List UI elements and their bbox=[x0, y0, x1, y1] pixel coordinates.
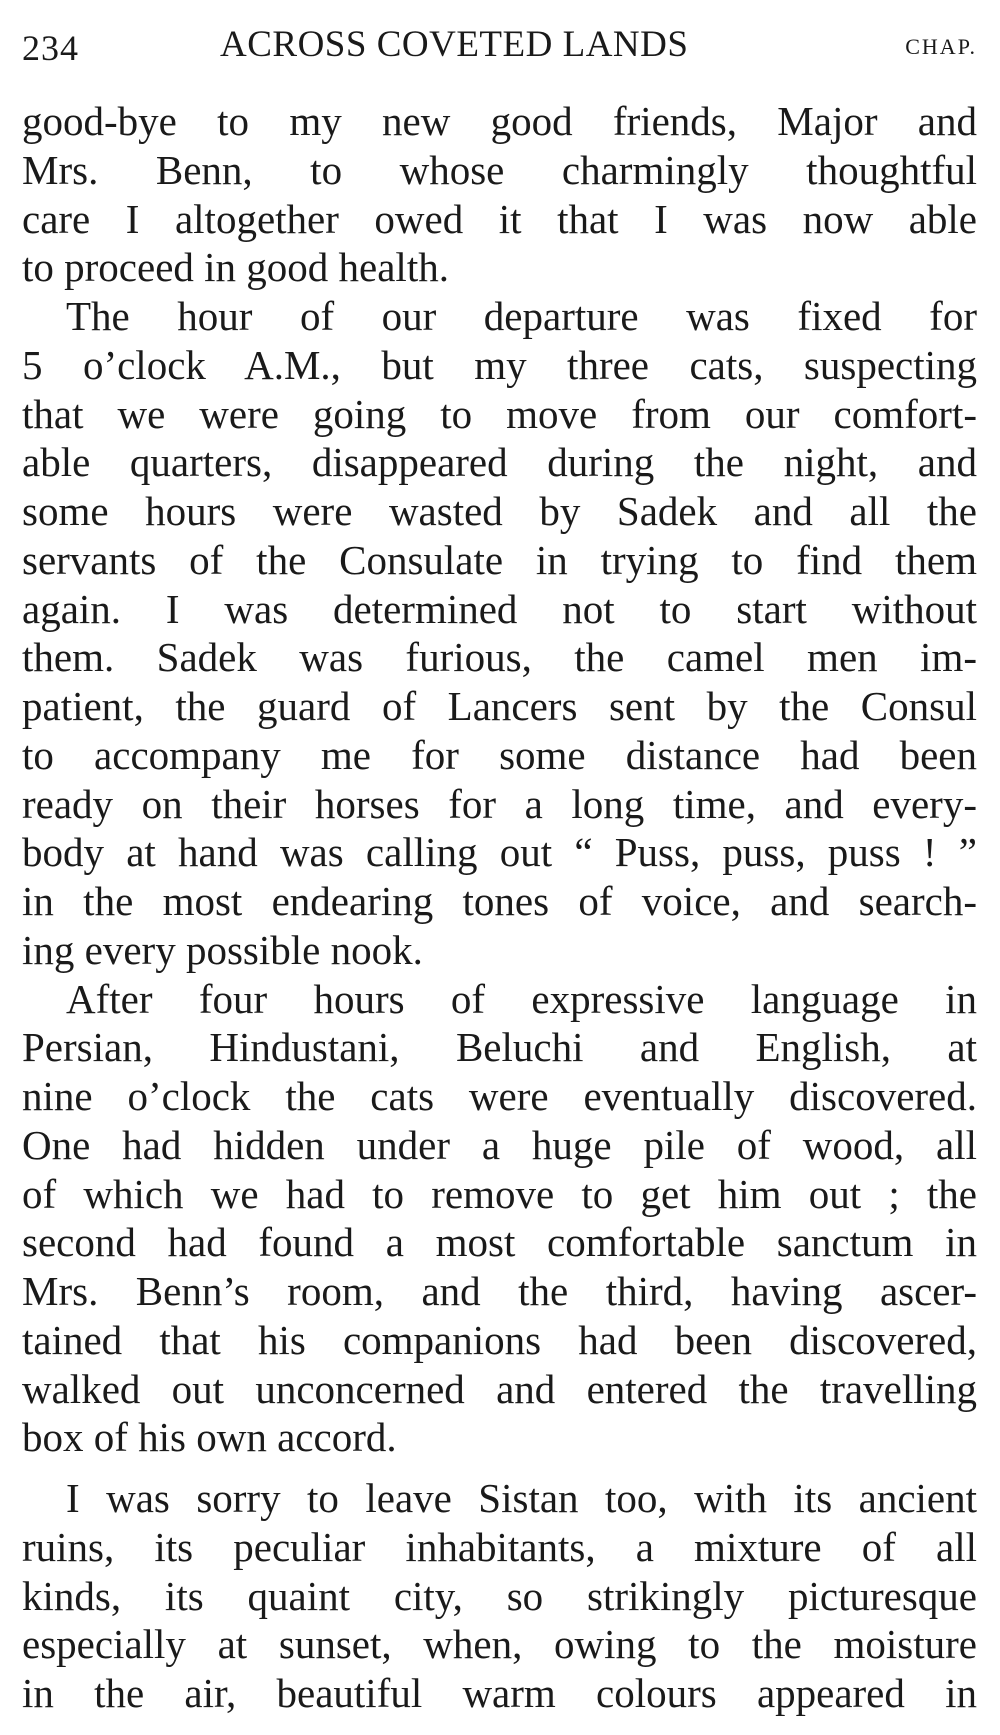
running-title: ACROSS COVETED LANDS bbox=[220, 24, 689, 65]
text-line: walked out unconcerned and entered the travelling bbox=[22, 1365, 977, 1412]
text-line: of which we had to remove to get him out ; the bbox=[22, 1170, 977, 1217]
text-line: some hours were wasted by Sadek and all the bbox=[22, 488, 977, 534]
running-head bbox=[22, 20, 977, 70]
text-line: to accompany me for some distance had been bbox=[22, 731, 977, 778]
text-line: in the air, beautiful warm colours appeared in bbox=[22, 1670, 977, 1716]
text-line: nine o’clock the cats were eventually discovered. bbox=[22, 1073, 977, 1119]
paragraph-4 bbox=[22, 1474, 977, 1718]
body-text bbox=[22, 97, 977, 1718]
text-line: tained that his companions had been discovered, bbox=[22, 1316, 977, 1363]
text-line: The hour of our departure was fixed for bbox=[66, 293, 977, 339]
text-line: in the most endearing tones of voice, and search- bbox=[22, 878, 977, 924]
text-line: Persian, Hindustani, Beluchi and English, at bbox=[22, 1024, 977, 1071]
text-line: Mrs. Benn’s room, and the third, having ascer- bbox=[22, 1268, 977, 1314]
text-line: Mrs. Benn, to whose charmingly thoughtful bbox=[22, 146, 977, 193]
text-line: ing every possible nook. bbox=[22, 926, 423, 973]
text-line: especially at sunset, when, owing to the moisture bbox=[22, 1621, 977, 1668]
text-line: ruins, its peculiar inhabitants, a mixture of all bbox=[22, 1523, 977, 1570]
text-line: good-bye to my new good friends, Major and bbox=[22, 98, 977, 144]
text-line: to proceed in good health. bbox=[22, 244, 449, 291]
text-line: box of his own accord. bbox=[22, 1414, 397, 1461]
text-line: again. I was determined not to start without bbox=[22, 585, 977, 632]
text-line: I was sorry to leave Sistan too, with its ancient bbox=[66, 1475, 977, 1521]
text-line: that we were going to move from our comfort- bbox=[22, 390, 977, 437]
text-line: After four hours of expressive language in bbox=[66, 975, 977, 1022]
text-line: ready on their horses for a long time, and every- bbox=[22, 780, 977, 827]
paragraph-3 bbox=[22, 975, 977, 1463]
text-line: able quarters, disappeared during the night, and bbox=[22, 439, 977, 486]
text-line: second had found a most comfortable sanctum in bbox=[22, 1219, 977, 1266]
text-line: servants of the Consulate in trying to find them bbox=[22, 536, 977, 583]
text-line: them. Sadek was furious, the camel men im- bbox=[22, 634, 977, 681]
text-line: One had hidden under a huge pile of wood, all bbox=[22, 1121, 977, 1168]
page-number: 234 bbox=[22, 28, 79, 68]
text-line: body at hand was calling out “ Puss, puss, puss ! ” bbox=[22, 829, 977, 876]
text-line: kinds, its quaint city, so strikingly picturesque bbox=[22, 1572, 977, 1619]
text-line: care I altogether owed it that I was now able bbox=[22, 195, 977, 242]
text-line: 5 o’clock A.M., but my three cats, suspecting bbox=[22, 341, 977, 388]
paragraph-gap bbox=[22, 1462, 977, 1474]
paragraph-2 bbox=[22, 292, 977, 975]
chapter-label: CHAP. bbox=[905, 34, 977, 59]
paragraph-1 bbox=[22, 97, 977, 292]
text-line: patient, the guard of Lancers sent by the Consul bbox=[22, 683, 977, 729]
